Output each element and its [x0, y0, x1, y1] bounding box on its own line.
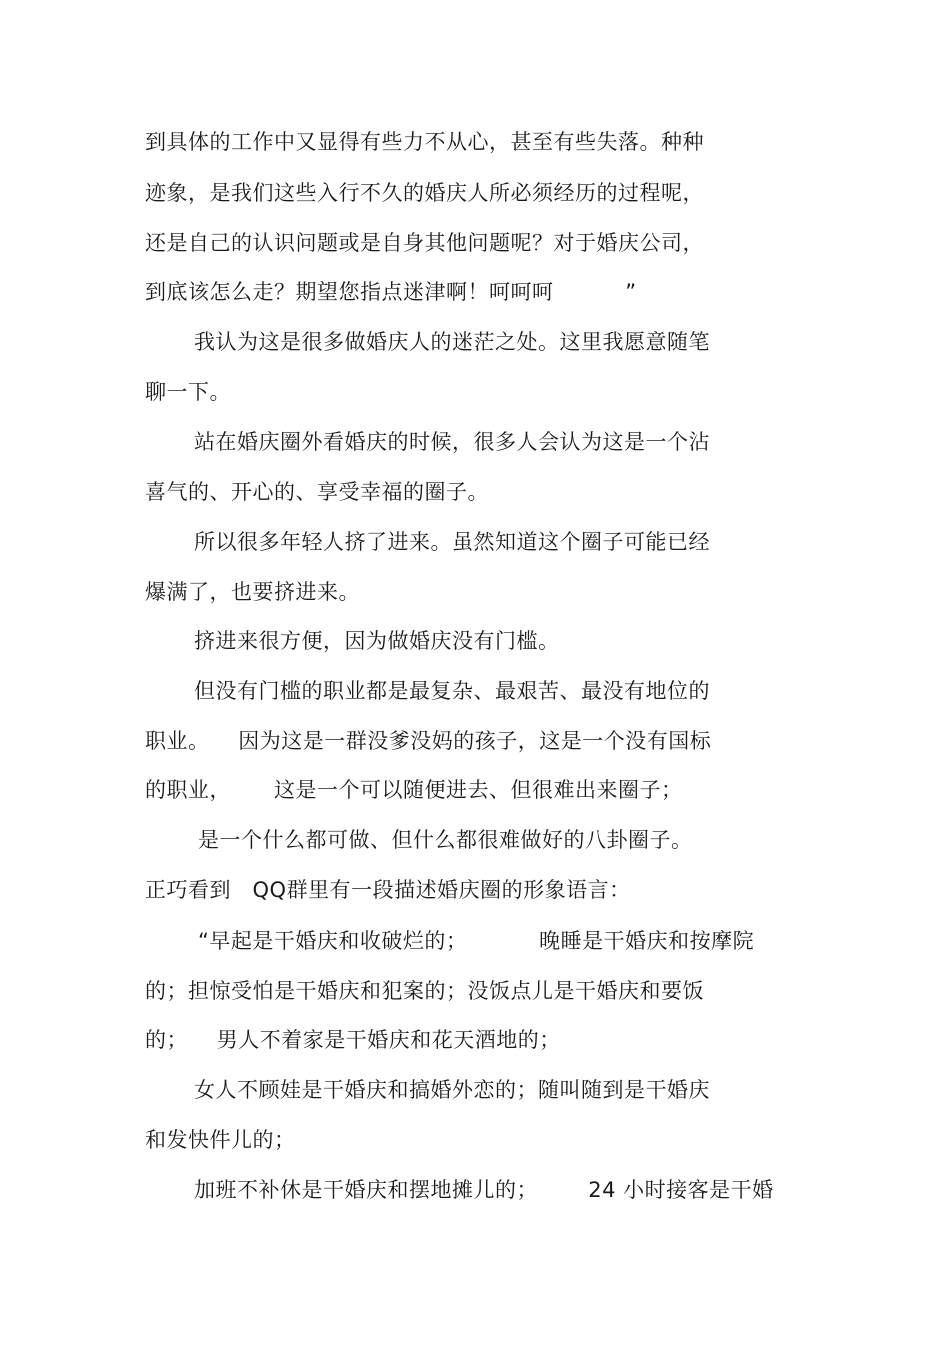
- text-line: 的职业， 这是一个可以随便进去、但很难出来圈子；: [145, 778, 683, 802]
- text-line: “早起是干婚庆和收破烂的； 晚睡是干婚庆和按摩院: [198, 929, 755, 953]
- text-line: 挤进来很方便，因为做婚庆没有门槛。: [194, 629, 560, 653]
- text-line: 爆满了，也要挤进来。: [145, 580, 360, 604]
- text-line: 喜气的、开心的、享受幸福的圈子。: [145, 480, 489, 504]
- text-line: 加班不补休是干婚庆和摆地摊儿的； 24 小时接客是干婚: [194, 1178, 774, 1202]
- text-line: 正巧看到 QQ群里有一段描述婚庆圈的形象语言：: [145, 878, 631, 902]
- text-line: 站在婚庆圈外看婚庆的时候，很多人会认为这是一个沾: [194, 430, 710, 454]
- text-line: 迹象，是我们这些入行不久的婚庆人所必须经历的过程呢，: [145, 181, 704, 205]
- text-line: 所以很多年轻人挤了进来。虽然知道这个圈子可能已经: [194, 530, 710, 554]
- text-line: 聊一下。: [145, 380, 231, 404]
- text-line: 到具体的工作中又显得有些力不从心，甚至有些失落。种种: [145, 130, 704, 154]
- text-line: 但没有门槛的职业都是最复杂、最艰苦、最没有地位的: [194, 679, 710, 703]
- text-line: 的； 男人不着家是干婚庆和花天酒地的；: [145, 1028, 561, 1052]
- text-line: 到底该怎么走？期望您指点迷津啊！呵呵呵 ”: [145, 280, 637, 304]
- text-line: 职业。 因为这是一群没爹没妈的孩子，这是一个没有国标: [145, 729, 712, 753]
- text-line: 和发快件儿的；: [145, 1128, 296, 1152]
- text-line: 女人不顾娃是干婚庆和搞婚外恋的；随叫随到是干婚庆: [194, 1078, 710, 1102]
- text-line: 我认为这是很多做婚庆人的迷茫之处。这里我愿意随笔: [194, 330, 710, 354]
- text-line: 是一个什么都可做、但什么都很难做好的八卦圈子。: [198, 828, 693, 852]
- text-line: 还是自己的认识问题或是自身其他问题呢？对于婚庆公司，: [145, 231, 704, 255]
- text-line: 的；担惊受怕是干婚庆和犯案的；没饭点儿是干婚庆和要饭: [145, 979, 704, 1003]
